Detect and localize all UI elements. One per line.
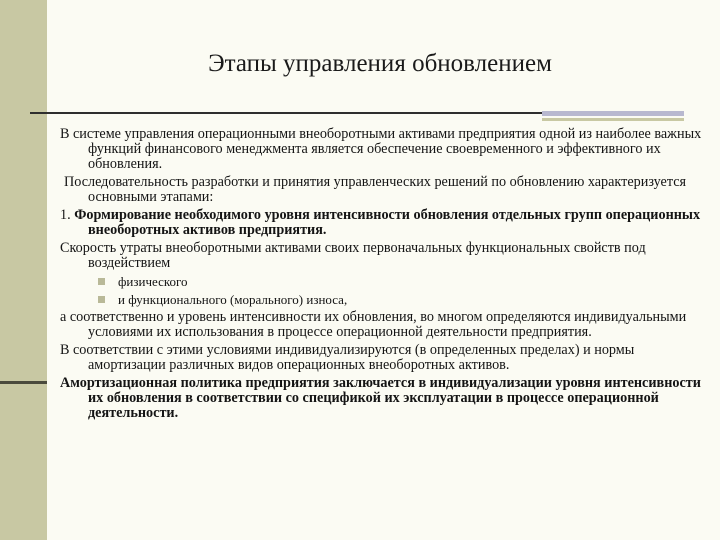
list-item (98, 274, 710, 289)
title-accent-bar-secondary (542, 118, 684, 121)
paragraph-norms: В соответствии с этими условиями индивидуализируются (в определенных пределах) и нормы амортизации различных видов операционных внеоборотных активов. (60, 341, 635, 373)
stage-number: 1. (60, 207, 75, 224)
title-accent-bar (542, 111, 684, 116)
list-item (98, 292, 710, 307)
bullet-square-icon (98, 296, 105, 303)
paragraph-intensity: а соответственно и уровень интенсивности их обновления, во многом определяются индивидуальными условиями их использования в процессе операционной деятельности предприятия. (60, 308, 687, 340)
title-underline (30, 112, 600, 114)
slide-title: Этапы управления обновлением (208, 50, 552, 77)
stage-1-text: Формирование необходимого уровня интенсивности обновления отдельных групп операционных внеоборотных активов предприятия. (74, 207, 701, 239)
left-decorative-bar (0, 0, 47, 540)
list-item-label: и функционального (морального) износа, (118, 292, 348, 307)
paragraph-sequence: Последовательность разработки и принятия управленческих решений по обновлению характеризуется основными этапами: (64, 174, 687, 206)
paragraph-loss-rate: Скорость утраты внеоборотными активами своих первоначальных функциональных свойств под воздействием (60, 240, 646, 272)
paragraph-amortization-policy: Амортизационная политика предприятия заключается в индивидуализации уровня интенсивности их обновления в соответствии со спецификой их эксплуатации в процессе операционной деятельности. (60, 374, 701, 422)
paragraph-stage-1 (60, 208, 710, 238)
bullet-square-icon (98, 278, 105, 285)
left-bar-divider (0, 381, 47, 384)
paragraph-intro: В системе управления операционными внеоборотными активами предприятия одной из наиболее важных функций финансового менеджмента является обеспечение своевременного и эффективного их обновления. (60, 126, 702, 173)
list-item-label: физического (118, 274, 188, 290)
slide-body (60, 127, 710, 424)
